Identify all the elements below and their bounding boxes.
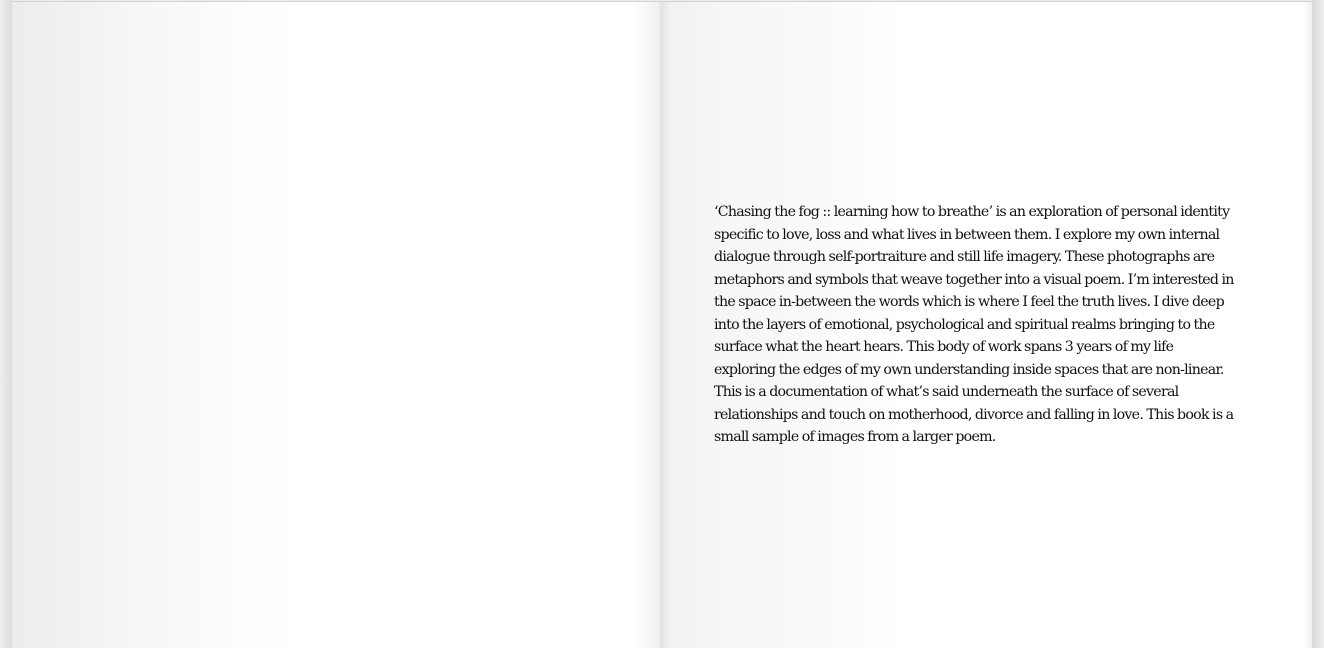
- right-page[interactable]: [662, 2, 1312, 648]
- artist-statement: ‘Chasing the fog :: learning how to breathe’ is an exploration of personal identity specific to love, loss and what lives in between them. I explore my own internal dialogue through self-portraiture and still life imagery. These photographs are metaphors and symbols that weave together into a visual poem. I’m interested in the space in-between the words which is where I feel the truth lives. I dive deep into the layers of emotional, psychological and spiritual realms bringing to the surface what the heart hears. This body of work spans 3 years of my life exploring the edges of my own understanding inside spaces that are non-linear. This is a documentation of what’s said underneath the surface of several relationships and touch on motherhood, divorce and falling in love. This book is a small sample of images from a larger poem.: [714, 204, 1234, 445]
- book-edge-right: [1312, 0, 1324, 648]
- book-edge-left: [0, 0, 12, 648]
- book-spread: [12, 1, 1312, 648]
- left-page[interactable]: [12, 2, 662, 648]
